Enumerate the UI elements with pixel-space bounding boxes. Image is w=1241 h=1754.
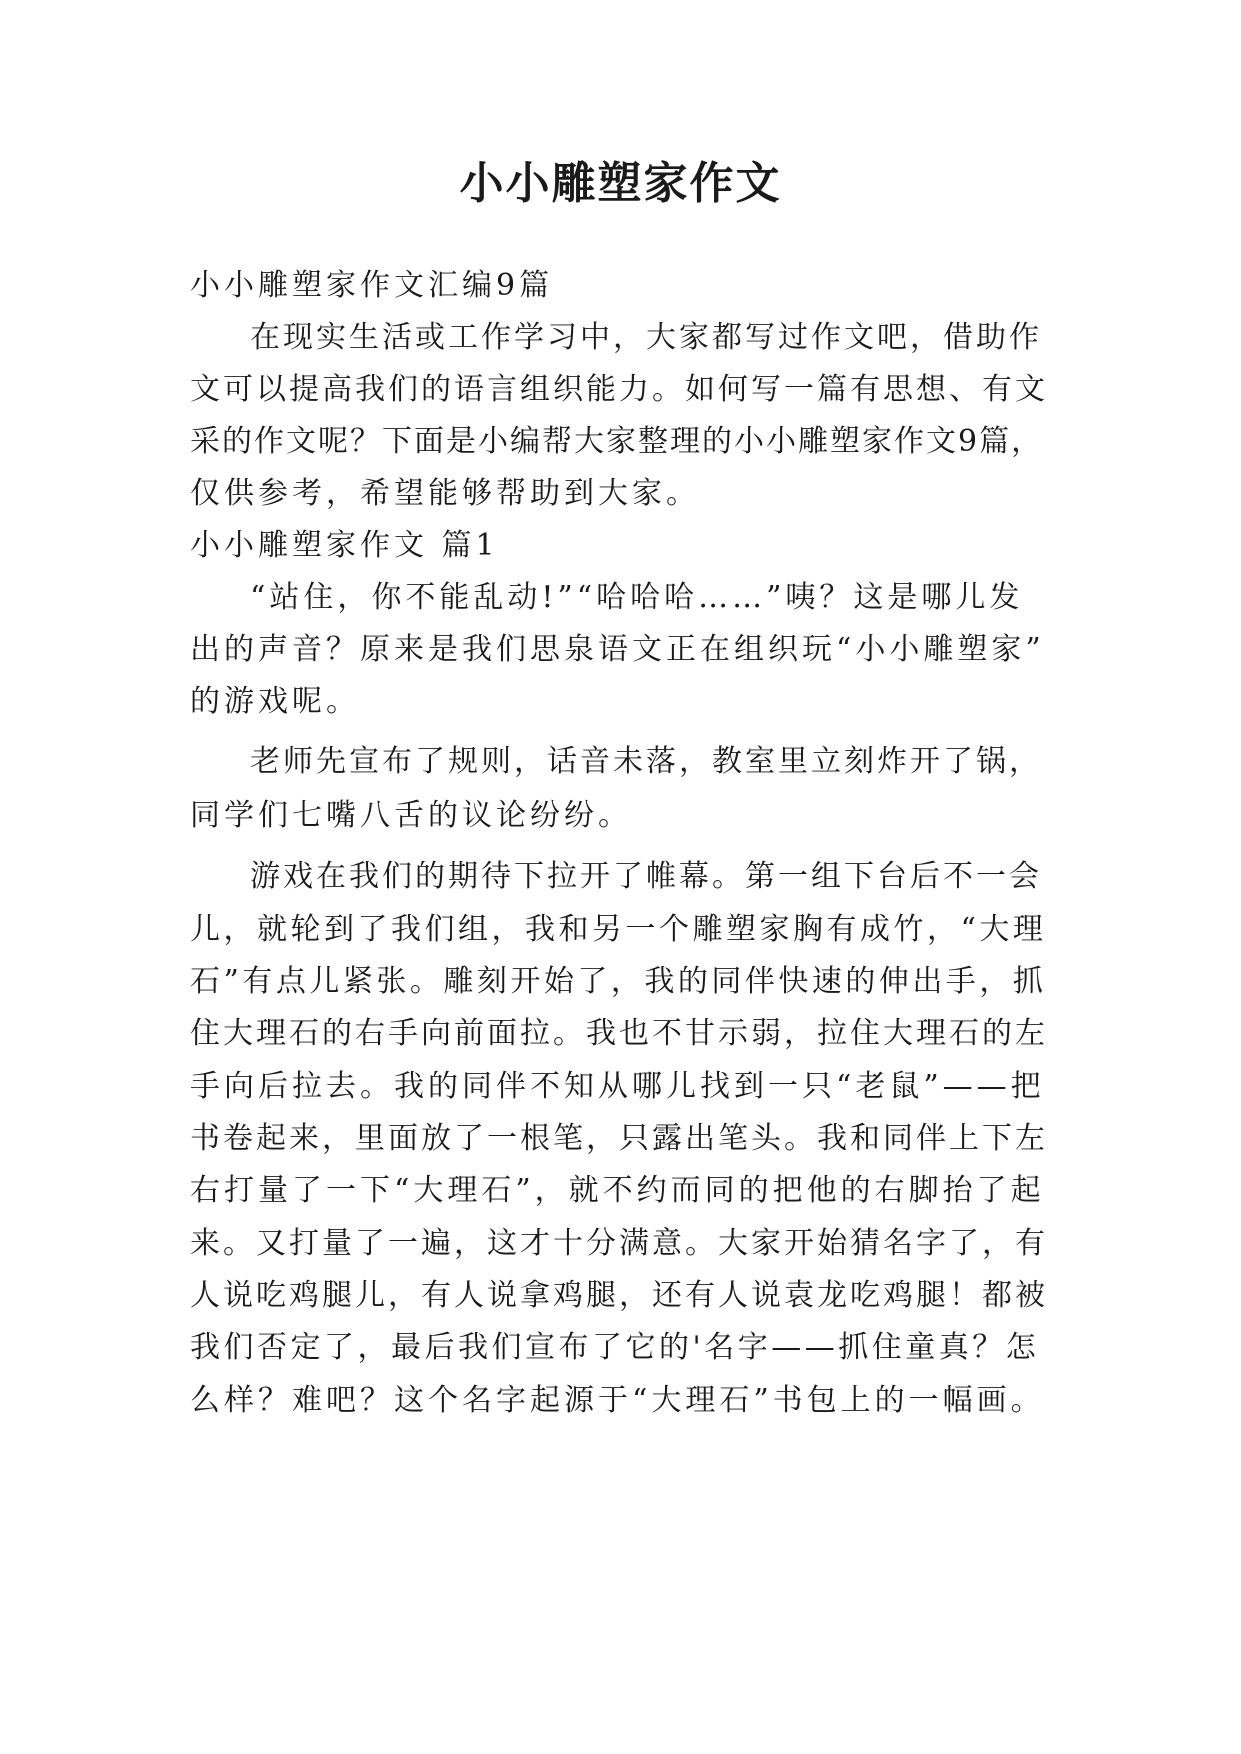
paragraph-line: 手向后拉去。我的同伴不知从哪儿找到一只“老鼠”——把 <box>190 1069 1045 1104</box>
collection-subtitle: 小小雕塑家作文汇编9篇 <box>190 268 554 303</box>
paragraph-line: 老师先宣布了规则，话音未落，教室里立刻炸开了锅， <box>250 744 1042 779</box>
document-title: 小小雕塑家作文 <box>459 158 782 209</box>
paragraph-line: 来。又打量了一遍，这才十分满意。大家开始猜名字了，有 <box>190 1226 1048 1261</box>
paragraph-line: 的游戏呢。 <box>190 684 360 719</box>
paragraph-line: 书卷起来，里面放了一根笔，只露出笔头。我和同伴上下左 <box>190 1121 1048 1156</box>
intro-paragraph-line: 文可以提高我们的语言组织能力。如何写一篇有思想、有文 <box>190 372 1048 407</box>
section-heading: 小小雕塑家作文 篇1 <box>190 528 499 563</box>
paragraph-line: 住大理石的右手向前面拉。我也不甘示弱，拉住大理石的左 <box>190 1016 1048 1051</box>
paragraph-line: 同学们七嘴八舌的议论纷纷。 <box>190 798 632 833</box>
paragraph-line: 出的声音？原来是我们思泉语文正在组织玩“小小雕塑家” <box>190 632 1045 667</box>
paragraph-line: 人说吃鸡腿儿，有人说拿鸡腿，还有人说袁龙吃鸡腿！都被 <box>190 1278 1048 1313</box>
paragraph-line: 我们否定了，最后我们宣布了它的'名字——抓住童真？怎 <box>190 1330 1040 1365</box>
paragraph-line: 右打量了一下“大理石”，就不约而同的把他的右脚抬了起 <box>190 1173 1045 1208</box>
paragraph-line: 游戏在我们的期待下拉开了帷幕。第一组下台后不一会 <box>250 859 1042 894</box>
intro-paragraph-line: 仅供参考，希望能够帮助到大家。 <box>190 476 700 511</box>
paragraph-line: 么样？难吧？这个名字起源于“大理石”书包上的一幅画。 <box>190 1383 1045 1418</box>
intro-paragraph-line: 在现实生活或工作学习中，大家都写过作文吧，借助作 <box>250 320 1042 355</box>
paragraph-line: 儿，就轮到了我们组，我和另一个雕塑家胸有成竹，“大理 <box>190 912 1047 947</box>
intro-paragraph-line: 采的作文呢？下面是小编帮大家整理的小小雕塑家作文9篇， <box>190 424 1044 459</box>
paragraph-line: 石”有点儿紧张。雕刻开始了，我的同伴快速的伸出手，抓 <box>190 964 1047 999</box>
paragraph-line: “站住，你不能乱动!”“哈哈哈……”咦？这是哪儿发 <box>250 580 1024 615</box>
